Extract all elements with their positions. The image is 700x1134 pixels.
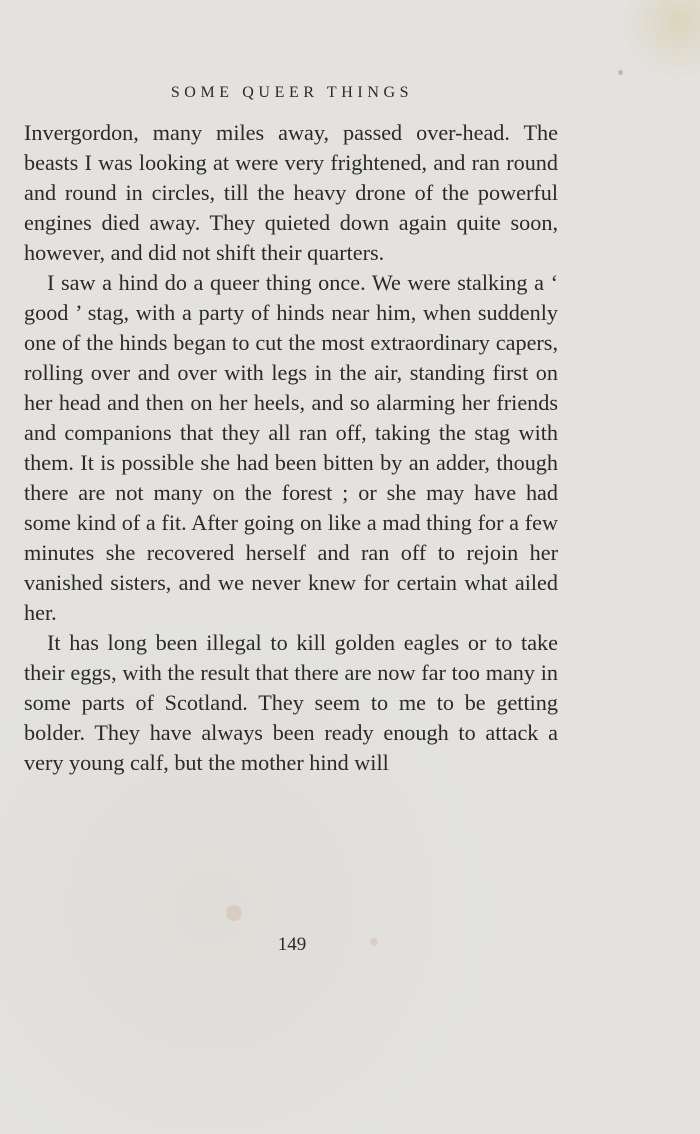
paper-stain [226, 905, 242, 921]
paragraph-2: I saw a hind do a queer thing once. We were stalking a ‘ good ’ stag, with a party of hinds near him, when suddenly one of the hinds began to cut the most extraordinary capers, rolling over and over with legs in the air, standing first on her head and then on her heels, and so alarming her friends and companions that they all ran off, taking the stag with them. It is possible she had been bitten by an adder, though there are not many on the forest ; or she may have had some kind of a fit. After going on like a mad thing for a few minutes she recovered herself and ran off to rejoin her vanished sisters, and we never knew for certain what ailed her. [24, 270, 558, 625]
paragraph-1: Invergordon, many miles away, passed over-head. The beasts I was looking at were very frightened, and ran round and round in circles, till the heavy drone of the powerful engines died away. They quieted down again quite soon, however, and did not shift their quarters. [24, 120, 558, 265]
page-number: 149 [277, 934, 307, 955]
paper-stain [618, 70, 623, 75]
body-text [24, 118, 558, 778]
paper-stain [370, 938, 378, 946]
running-head: SOME QUEER THINGS [170, 84, 414, 101]
paragraph-3: It has long been illegal to kill golden eagles or to take their eggs, with the result that there are now far too many in some parts of Scotland. They seem to me to be getting bolder. They have always been ready enough to attack a very young calf, but the mother hind will [24, 630, 558, 775]
